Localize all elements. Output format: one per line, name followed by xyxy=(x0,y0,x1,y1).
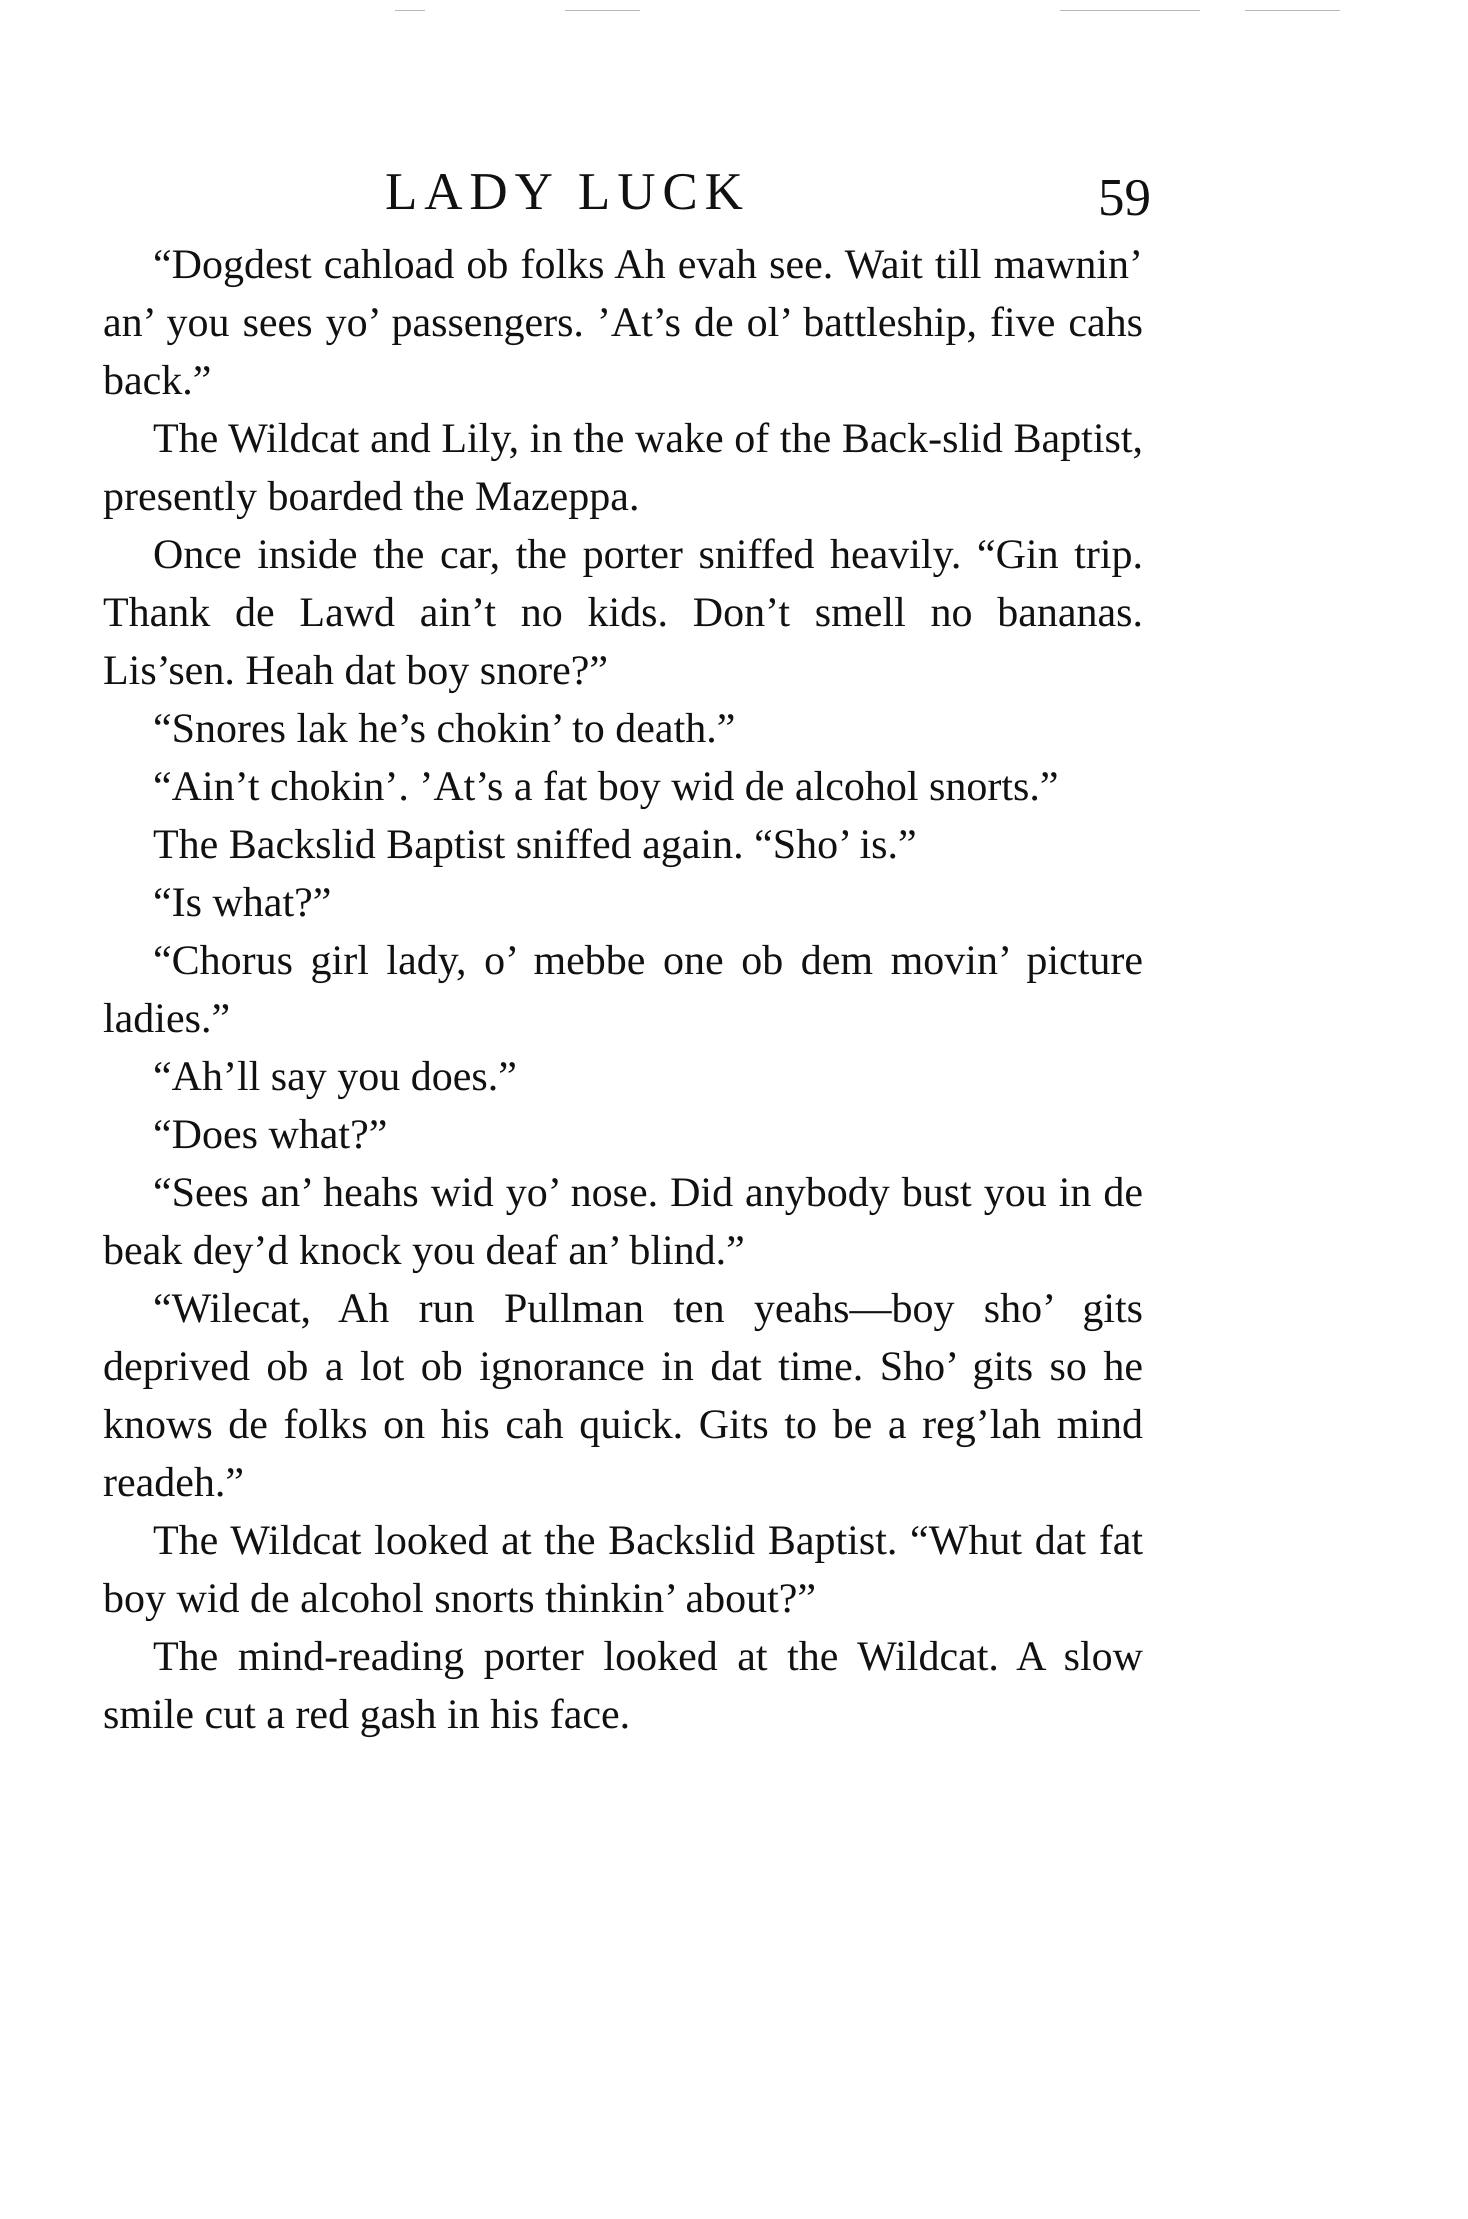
paragraph: Once inside the car, the porter sniffed heavily. “Gin trip. Thank de Lawd ain’t no kids. Don’t smell no bananas. Lis’sen. Heah dat boy snore?” xyxy=(103,532,1143,694)
scan-artifact-top-right xyxy=(1060,10,1200,11)
body-text xyxy=(103,236,1143,1744)
paragraph: “Dogdest cahload ob folks Ah evah see. Wait till mawnin’ an’ you sees yo’ passengers. ’At’s de ol’ battleship, five cahs back.” xyxy=(103,242,1143,404)
paragraph: “Does what?” xyxy=(153,1112,388,1158)
paragraph: “Snores lak he’s chokin’ to death.” xyxy=(153,706,736,752)
paragraph: “Is what?” xyxy=(153,880,332,926)
paragraph: “Ain’t chokin’. ’At’s a fat boy wid de alcohol snorts.” xyxy=(153,764,1059,810)
paragraph: The mind-reading porter looked at the Wildcat. A slow smile cut a red gash in his face. xyxy=(103,1634,1143,1738)
page-header xyxy=(103,152,1151,232)
paragraph: “Chorus girl lady, o’ mebbe one ob dem movin’ picture ladies.” xyxy=(103,938,1143,1042)
running-head: LADY LUCK xyxy=(385,163,750,221)
paragraph: The Wildcat and Lily, in the wake of the Back-slid Baptist, presently boarded the Mazeppa. xyxy=(103,416,1143,520)
paragraph: “Sees an’ heahs wid yo’ nose. Did anybody bust you in de beak dey’d knock you deaf an’ blind.” xyxy=(103,1170,1143,1274)
page-number: 59 xyxy=(1098,169,1151,227)
scan-artifact-top-far-right xyxy=(1245,10,1340,11)
paragraph: The Backslid Baptist sniffed again. “Sho’ is.” xyxy=(153,822,917,868)
paragraph: “Wilecat, Ah run Pullman ten yeahs—boy sho’ gits deprived ob a lot ob ignorance in dat time. Sho’ gits so he knows de folks on his cah quick. Gits to be a reg’lah mind readeh.” xyxy=(103,1286,1143,1506)
paragraph: “Ah’ll say you does.” xyxy=(153,1054,517,1100)
paragraph: The Wildcat looked at the Backslid Baptist. “Whut dat fat boy wid de alcohol snorts thinkin’ about?” xyxy=(103,1518,1143,1622)
scan-artifact-top-center xyxy=(565,10,640,11)
scan-artifact-top-left xyxy=(395,10,425,11)
